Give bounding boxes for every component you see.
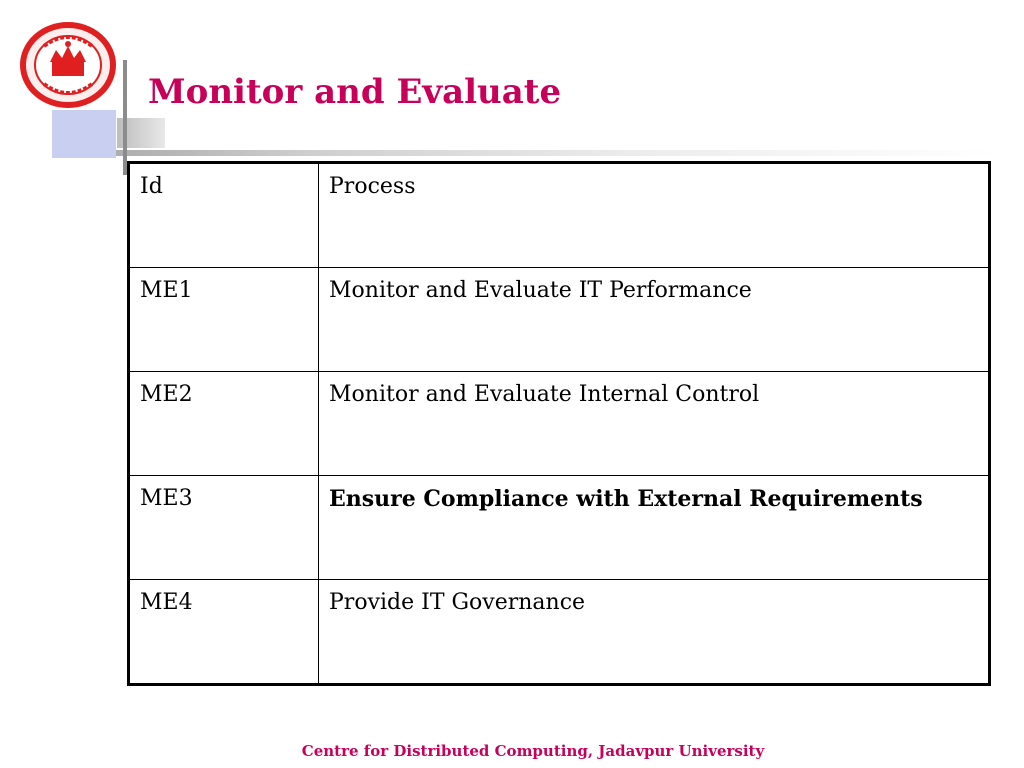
cell-id: ME3 [129, 476, 319, 580]
table-header-row [129, 163, 990, 268]
cell-process: Monitor and Evaluate IT Performance [319, 268, 990, 372]
header-divider-line [86, 150, 996, 156]
table-row [129, 476, 990, 580]
header-cell-process: Process [319, 163, 990, 268]
cell-process: Ensure Compliance with External Requirements [319, 476, 990, 580]
cell-process: Provide IT Governance [319, 580, 990, 685]
table-row [129, 580, 990, 685]
decorative-block [52, 110, 116, 158]
cell-id: ME4 [129, 580, 319, 685]
cell-id: ME2 [129, 372, 319, 476]
slide-title: Monitor and Evaluate [148, 72, 562, 112]
header-cell-id: Id [129, 163, 319, 268]
table-row [129, 268, 990, 372]
table-row [129, 372, 990, 476]
cell-id: ME1 [129, 268, 319, 372]
cell-process: Monitor and Evaluate Internal Control [319, 372, 990, 476]
process-table [127, 161, 991, 686]
university-logo-icon [20, 22, 116, 108]
slide-footer: Centre for Distributed Computing, Jadavpur University [301, 742, 765, 760]
decorative-vertical-bar [123, 60, 127, 175]
